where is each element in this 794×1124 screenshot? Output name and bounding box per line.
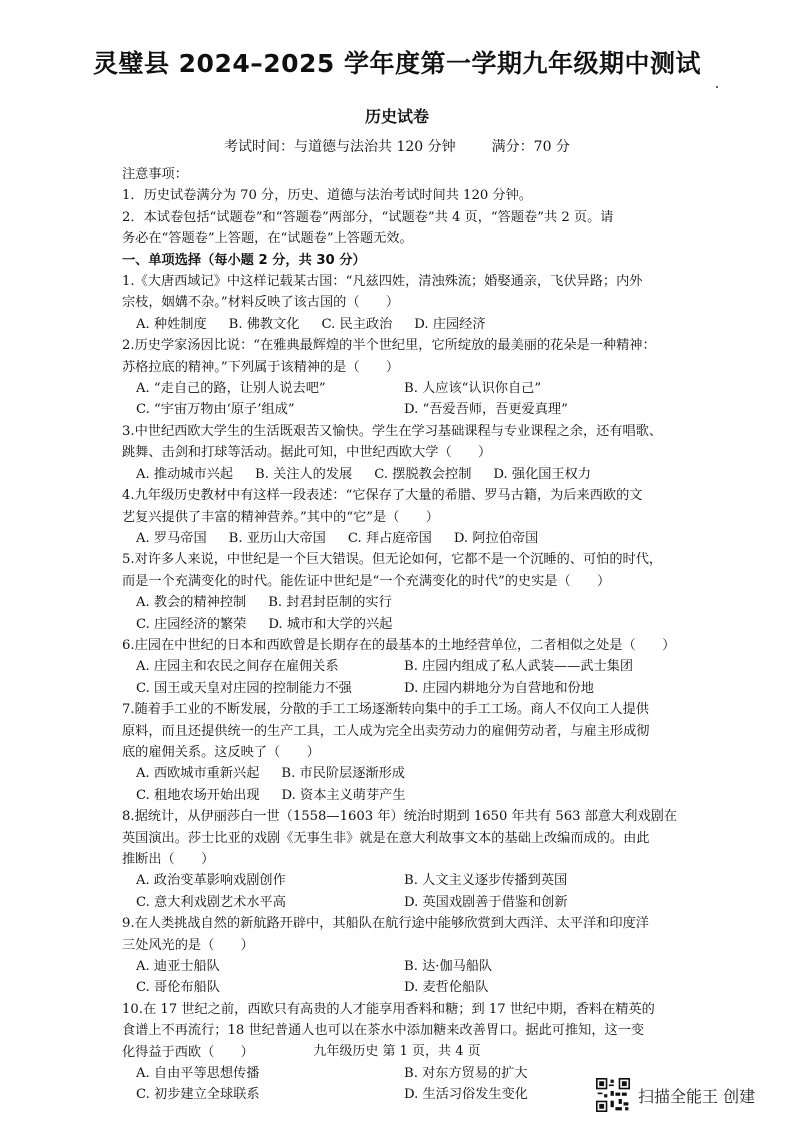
option: C. 国王或天皇对庄园的控制能力不强 — [136, 680, 352, 696]
options-row — [122, 399, 702, 420]
option: C. 摆脱教会控制 — [374, 466, 472, 482]
question — [122, 806, 702, 913]
question-text: 4.九年级历史教材中有这样一段表述：“它保存了大量的希腊、罗马古籍，为后来西欧的文 — [122, 488, 643, 504]
full-score: 满分：70 分 — [491, 139, 570, 155]
option: C. 初步建立全球联系 — [136, 1087, 260, 1103]
exam-title: 灵璧县 2024–2025 学年度第一学期九年级期中测试 — [92, 49, 702, 78]
question — [122, 335, 702, 421]
options-row — [122, 656, 702, 677]
option: A. 西欧城市重新兴起 — [136, 766, 260, 782]
options-row — [122, 763, 702, 784]
option: D. 生活习俗发生变化 — [404, 1087, 528, 1103]
question-text: 化得益于西欧（ ） — [122, 1044, 254, 1060]
option: A. “走自己的路，让别人说去吧” — [136, 381, 326, 397]
exam-time: 考试时间：与道德与法治共 120 分钟 — [224, 139, 456, 155]
option: B. 人文主义逐步传播到英国 — [404, 873, 568, 889]
scan-badge — [596, 1078, 755, 1112]
question-text: 艺复兴提供了丰富的精神营养。”其中的“它”是（ ） — [122, 509, 439, 525]
options-row — [122, 314, 702, 335]
option: A. 种姓制度 — [136, 316, 207, 332]
option: C. “宇宙万物由‘原子’组成” — [136, 402, 295, 418]
option: D. 资本主义萌芽产生 — [281, 787, 406, 803]
question-text: 9.在人类挑战自然的新航路开辟中，其船队在航行途中能够欣赏到大西洋、太平洋和印度洋 — [122, 916, 649, 932]
question — [122, 421, 702, 485]
scan-badge-label: 扫描全能王 创建 — [638, 1086, 756, 1106]
question-text: 3.中世纪西欧大学生的生活既艰苦又愉快。学生在学习基础课程与专业课程之余，还有唱歌、 — [122, 423, 663, 439]
option: D. 庄园经济 — [414, 316, 486, 332]
question — [122, 913, 702, 999]
option: A. 迪亚士船队 — [136, 959, 220, 975]
option: B. 对东方贸易的扩大 — [404, 1066, 528, 1082]
options-row — [122, 528, 702, 549]
option: C. 民主政治 — [321, 316, 393, 332]
scan-speck — [716, 86, 718, 88]
option: B. 关注人的发展 — [255, 466, 353, 482]
question-text: 跳舞、击剑和打球等活动。据此可知，中世纪西欧大学（ ） — [122, 445, 492, 461]
question-text: 2.历史学家汤因比说：“在雅典最辉煌的半个世纪里，它所绽放的最美丽的花朵是一种精神： — [122, 338, 656, 354]
page-footer: 九年级历史 第 1 页，共 4 页 — [313, 1044, 481, 1059]
options-row — [122, 785, 702, 806]
question-text: 推断出（ ） — [122, 852, 215, 867]
option: A. 罗马帝国 — [136, 530, 207, 546]
option: D. 强化国王权力 — [493, 466, 592, 482]
question-text: 食谱上不再流行；18 世纪普通人也可以在茶水中添加糖来改善胃口。据此可推知，这一变 — [122, 1023, 645, 1039]
option: C. 哥伦布船队 — [136, 980, 220, 996]
question-text: 三处风光的是（ ） — [122, 937, 254, 953]
exam-meta — [0, 136, 794, 156]
question-text: 7.随着手工业的不断发展，分散的手工工场逐渐转向集中的手工工场。商人不仅向工人提供 — [122, 702, 649, 718]
options-row — [122, 956, 702, 977]
question — [122, 635, 702, 699]
question — [122, 485, 702, 549]
option: A. 政治变革影响戏剧创作 — [136, 873, 286, 889]
question — [122, 699, 702, 806]
question — [122, 271, 702, 335]
option: B. 封君封臣制的实行 — [268, 595, 392, 611]
option: D. 阿拉伯帝国 — [453, 530, 539, 546]
option: A. 教会的精神控制 — [136, 595, 247, 611]
option: B. 佛教文化 — [228, 316, 300, 332]
options-row — [122, 678, 702, 699]
question-text: 底的雇佣关系。这反映了（ ） — [122, 744, 320, 760]
option: D. 城市和大学的兴起 — [268, 616, 393, 632]
options-row — [122, 378, 702, 399]
options-row — [122, 892, 702, 913]
notes-heading: 注意事项： — [122, 167, 188, 182]
question-text: 宗枝，姻媾不杂。”材料反映了该古国的（ ） — [122, 295, 400, 311]
question-text: 原料，而且还提供统一的生产工具，工人成为完全出卖劳动力的雇佣劳动者，与雇主形成彻 — [122, 723, 650, 739]
option: D. 英国戏剧善于借鉴和创新 — [404, 894, 568, 910]
question-text: 10.在 17 世纪之前，西欧只有高贵的人才能享用香料和糖；到 17 世纪中期，香料在精英的 — [122, 1001, 655, 1017]
exam-body — [122, 164, 702, 1106]
option: B. 人应该“认识你自己” — [404, 381, 542, 397]
option: A. 推动城市兴起 — [136, 466, 234, 482]
question — [122, 549, 702, 635]
notes-item: 2．本试卷包括“试题卷”和“答题卷”两部分，“试题卷”共 4 页，“答题卷”共 2 页。请 — [122, 209, 614, 225]
option: A. 庄园主和农民之间存在雇佣关系 — [136, 659, 339, 675]
option: C. 庄园经济的繁荣 — [136, 616, 247, 632]
options-row — [122, 977, 702, 998]
exam-subtitle: 历史试卷 — [364, 107, 429, 126]
option: C. 意大利戏剧艺术水平高 — [136, 894, 286, 910]
notes-item: 务必在“答题卷”上答题，在“试题卷”上答题无效。 — [122, 231, 413, 247]
option: A. 自由平等思想传播 — [136, 1066, 260, 1082]
option: C. 租地农场开始出现 — [136, 787, 260, 803]
question-text: 8.据统计，从伊丽莎白一世（1558—1603 年）统治时期到 1650 年共有 563 部意大利戏剧在 — [122, 809, 678, 825]
option: D. 麦哲伦船队 — [404, 980, 489, 996]
question-text: 英国演出。莎士比亚的戏剧《无事生非》就是在意大利故事文本的基础上改编而成的。由此 — [122, 830, 650, 846]
option: B. 市民阶层逐渐形成 — [281, 766, 405, 782]
section-heading: 一、单项选择（每小题 2 分，共 30 分） — [122, 252, 366, 268]
question-text: 6.庄园在中世纪的日本和西欧曾是长期存在的最基本的土地经营单位，二者相似之处是（ ） — [122, 637, 676, 653]
options-row — [122, 464, 702, 485]
notes-item: 1．历史试卷满分为 70 分，历史、道德与法治考试时间共 120 分钟。 — [122, 188, 532, 204]
option: B. 达·伽马船队 — [404, 959, 493, 975]
option: D. 庄园内耕地分为自营地和份地 — [404, 680, 594, 696]
option: B. 庄园内组成了私人武装——武士集团 — [404, 659, 634, 675]
option: B. 亚历山大帝国 — [228, 530, 326, 546]
question-text: 苏格拉底的精神。”下列属于该精神的是（ ） — [122, 359, 400, 375]
question-text: 而是一个充满变化的时代。能佐证中世纪是“一个充满变化的时代”的史实是（ ） — [122, 573, 611, 589]
option: D. “吾爱吾师，吾更爱真理” — [404, 402, 568, 418]
question-text: 5.对许多人来说，中世纪是一个巨大错误。但无论如何，它都不是一个沉睡的、可怕的时代， — [122, 552, 663, 568]
options-row — [122, 592, 702, 613]
option: C. 拜占庭帝国 — [347, 530, 432, 546]
qr-code-icon — [596, 1078, 630, 1112]
options-row — [122, 614, 702, 635]
options-row — [122, 870, 702, 891]
question-text: 1.《大唐西域记》中这样记载某古国：“凡兹四姓，清浊殊流；婚娶通亲，飞伏异路；内外 — [122, 274, 643, 290]
